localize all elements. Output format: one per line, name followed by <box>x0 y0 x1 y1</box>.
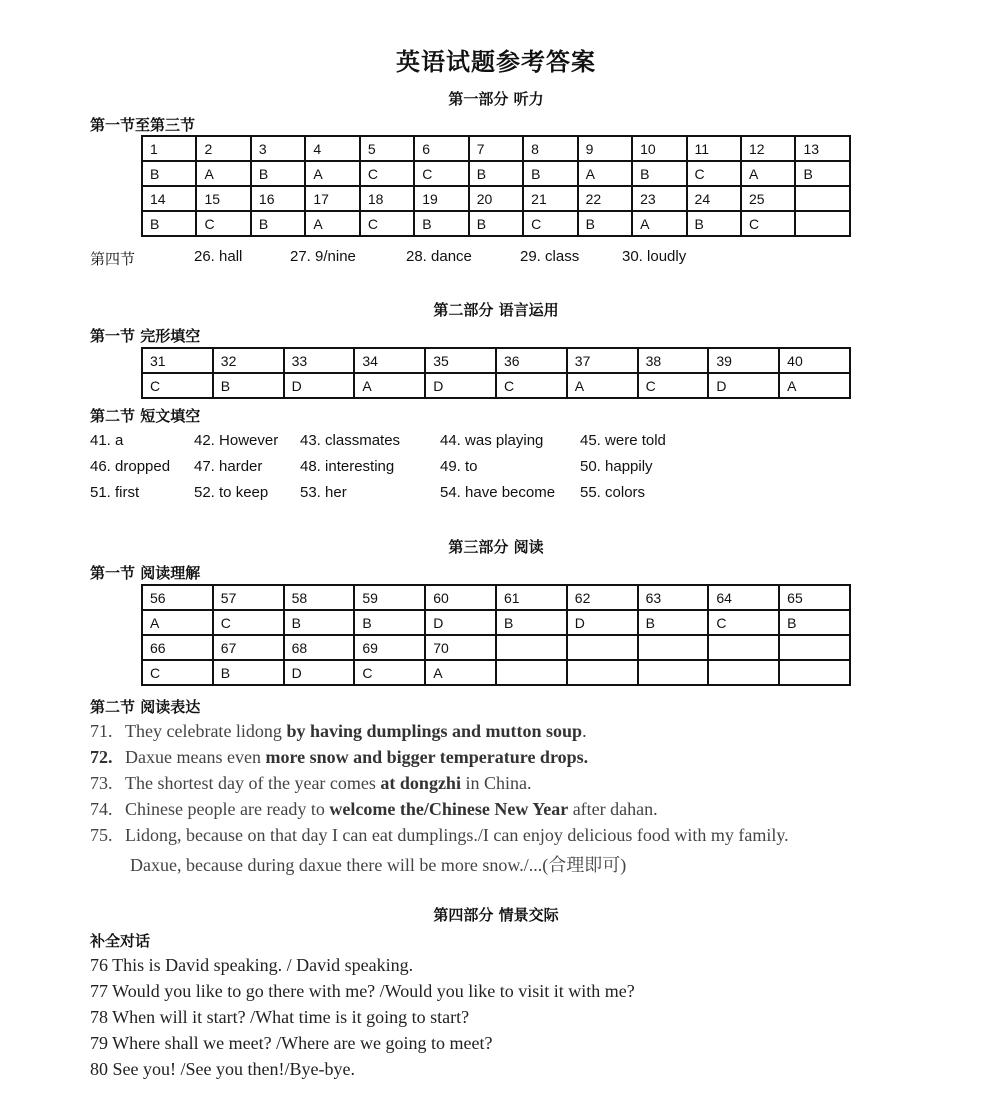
answer-46: 46. dropped <box>90 458 171 475</box>
part3-table-cell: 56 <box>142 585 213 610</box>
part1-table-cell: B <box>251 161 305 186</box>
part2-line-1 <box>0 432 992 454</box>
part3-table-row <box>142 585 850 610</box>
part1-table-cell: 12 <box>741 136 795 161</box>
part2-table-cell: 38 <box>638 348 709 373</box>
reading-answer-72 <box>90 747 588 768</box>
part1-table-row <box>142 186 850 211</box>
part1-table-cell: 22 <box>578 186 632 211</box>
answer-47: 47. harder <box>194 458 263 475</box>
part1-table-cell: B <box>469 161 523 186</box>
answer-text-end: after dahan. <box>568 799 658 819</box>
part1-table-cell <box>795 186 850 211</box>
part1-table-cell: 3 <box>251 136 305 161</box>
part3-table-cell: 58 <box>284 585 355 610</box>
part3-table-cell: A <box>425 660 496 685</box>
part2-table-cell: D <box>284 373 355 398</box>
part1-table-cell: 6 <box>414 136 468 161</box>
part1-table-cell: 21 <box>523 186 577 211</box>
part3-table-cell: C <box>142 660 213 685</box>
part3-table-cell <box>638 660 709 685</box>
part1-table-cell: A <box>196 161 250 186</box>
part3-table-cell <box>567 660 638 685</box>
part3-table-cell: 63 <box>638 585 709 610</box>
part3-table-cell: D <box>567 610 638 635</box>
part1-table-cell: C <box>196 211 250 236</box>
part1-table-cell: 24 <box>687 186 741 211</box>
part3-table-cell: B <box>779 610 850 635</box>
part2-section2-label: 第二节 短文填空 <box>90 407 201 425</box>
part3-table-cell: 69 <box>354 635 425 660</box>
part2-table-cell: C <box>638 373 709 398</box>
part3-table-cell: 67 <box>213 635 284 660</box>
part3-answer-table <box>141 584 851 686</box>
part2-table-cell: A <box>567 373 638 398</box>
part3-table-cell <box>708 660 779 685</box>
part2-table-cell: C <box>142 373 213 398</box>
part1-table-cell: A <box>305 161 359 186</box>
part1-table-cell: 2 <box>196 136 250 161</box>
part3-table-cell <box>779 635 850 660</box>
part3-table-cell: B <box>496 610 567 635</box>
answer-number: 72. <box>90 747 113 767</box>
part1-table-cell: 8 <box>523 136 577 161</box>
reading-answer-73 <box>90 773 531 794</box>
part3-table-cell <box>496 660 567 685</box>
part1-table-row <box>142 161 850 186</box>
part3-table-cell: D <box>284 660 355 685</box>
part2-heading: 第二部分 语言运用 <box>433 301 559 319</box>
reading-answer-71 <box>90 721 587 742</box>
part3-table-cell: 70 <box>425 635 496 660</box>
answer-29: 29. class <box>520 248 580 265</box>
part3-table-cell <box>638 635 709 660</box>
part3-heading: 第三部分 阅读 <box>448 538 544 556</box>
part1-answer-table <box>141 135 851 237</box>
part1-table-cell: B <box>795 161 850 186</box>
answer-27: 27. 9/nine <box>290 248 356 265</box>
part1-table-cell: B <box>251 211 305 236</box>
part3-table-cell: D <box>425 610 496 635</box>
part3-table-cell: 62 <box>567 585 638 610</box>
part1-table-cell: 19 <box>414 186 468 211</box>
answer-50: 50. happily <box>580 458 653 475</box>
page-title: 英语试题参考答案 <box>396 47 596 76</box>
answer-text: The shortest day of the year comes <box>125 773 381 793</box>
answer-52: 52. to keep <box>194 484 269 501</box>
answer-text-end: in China. <box>460 773 532 793</box>
answer-key-phrase: more snow and bigger temperature drops. <box>265 747 589 767</box>
part1-table-cell: 20 <box>469 186 523 211</box>
part2-table-cell: D <box>708 373 779 398</box>
part3-table-cell: 64 <box>708 585 779 610</box>
part2-table-cell: 34 <box>354 348 425 373</box>
part2-table-cell: 33 <box>284 348 355 373</box>
dialogue-line-78: 78 When will it start? /What time is it going to start? <box>90 1007 470 1027</box>
part1-table-cell: A <box>741 161 795 186</box>
part2-answer-table <box>141 347 851 399</box>
part3-table-row <box>142 635 850 660</box>
part1-section4-row <box>0 248 992 270</box>
part2-table-cell: 36 <box>496 348 567 373</box>
part1-table-cell: 7 <box>469 136 523 161</box>
part2-table-cell: 31 <box>142 348 213 373</box>
part3-table-cell: C <box>354 660 425 685</box>
answer-55: 55. colors <box>580 484 646 501</box>
part1-table-cell: 13 <box>795 136 850 161</box>
answer-44: 44. was playing <box>440 432 544 449</box>
part1-table-cell: B <box>632 161 686 186</box>
part3-table-cell <box>567 635 638 660</box>
reading-answer-74 <box>90 799 658 820</box>
part3-table-cell: B <box>213 660 284 685</box>
part1-table-cell: A <box>578 161 632 186</box>
part1-table-cell: C <box>687 161 741 186</box>
dialogue-line-77: 77 Would you like to go there with me? /Would you like to visit it with me? <box>90 981 635 1001</box>
part1-table-cell: 16 <box>251 186 305 211</box>
part2-table-cell: C <box>496 373 567 398</box>
answer-75-line2: Daxue, because during daxue there will be more snow./...(合理即可) <box>130 855 627 875</box>
answer-42: 42. However <box>194 432 279 449</box>
part3-table-cell: B <box>354 610 425 635</box>
dialogue-line-76: 76 This is David speaking. / David speaking. <box>90 955 414 975</box>
part1-table-cell: C <box>360 161 414 186</box>
part2-table-cell: 40 <box>779 348 850 373</box>
part1-table-cell: C <box>523 211 577 236</box>
part1-table-cell: B <box>142 161 196 186</box>
part3-table-cell: C <box>708 610 779 635</box>
part1-table-cell: C <box>360 211 414 236</box>
part1-table-cell: 10 <box>632 136 686 161</box>
dialogue-line-80: 80 See you! /See you then!/Bye-bye. <box>90 1059 355 1079</box>
answer-26: 26. hall <box>194 248 243 265</box>
part2-table-cell: 35 <box>425 348 496 373</box>
part1-table-cell: 15 <box>196 186 250 211</box>
part1-table-row <box>142 211 850 236</box>
part2-table-cell: 37 <box>567 348 638 373</box>
answer-number: 71. <box>90 721 113 741</box>
dialogue-line-79: 79 Where shall we meet? /Where are we going to meet? <box>90 1033 493 1053</box>
part2-table-cell: A <box>354 373 425 398</box>
answer-key-phrase: welcome the/Chinese New Year <box>329 799 569 819</box>
part4-section-label: 补全对话 <box>90 932 151 950</box>
part1-table-cell: 1 <box>142 136 196 161</box>
part2-table-cell: D <box>425 373 496 398</box>
part1-table-cell: 14 <box>142 186 196 211</box>
answer-41: 41. a <box>90 432 124 449</box>
part1-table-cell: B <box>469 211 523 236</box>
reading-answer-75 <box>90 825 789 846</box>
answer-key-phrase: by having dumplings and mutton soup <box>286 721 583 741</box>
part1-table-cell: C <box>414 161 468 186</box>
part1-table-cell: C <box>741 211 795 236</box>
part3-table-cell <box>496 635 567 660</box>
answer-51: 51. first <box>90 484 140 501</box>
part2-table-cell: B <box>213 373 284 398</box>
part1-table-cell: 4 <box>305 136 359 161</box>
part1-table-cell: B <box>523 161 577 186</box>
part1-table-cell: 25 <box>741 186 795 211</box>
part3-table-cell: 65 <box>779 585 850 610</box>
part2-table-cell: A <box>779 373 850 398</box>
answer-number: 74. <box>90 799 113 819</box>
part1-table-cell: B <box>414 211 468 236</box>
part4-heading: 第四部分 情景交际 <box>433 906 559 924</box>
part3-table-cell: 57 <box>213 585 284 610</box>
answer-number: 73. <box>90 773 113 793</box>
part2-line-2 <box>0 458 992 480</box>
answer-text: Chinese people are ready to <box>125 799 330 819</box>
part1-table-cell <box>795 211 850 236</box>
part3-table-row <box>142 610 850 635</box>
part2-table-cell: 32 <box>213 348 284 373</box>
part3-section1-label: 第一节 阅读理解 <box>90 564 201 582</box>
part1-table-cell: 5 <box>360 136 414 161</box>
part1-table-cell: B <box>687 211 741 236</box>
part1-table-cell: 11 <box>687 136 741 161</box>
part1-table-cell: B <box>142 211 196 236</box>
part3-table-cell: 60 <box>425 585 496 610</box>
answer-number: 75. <box>90 825 113 845</box>
part1-heading: 第一部分 听力 <box>448 90 544 108</box>
answer-text: Lidong, because on that day I can eat dumplings./I can enjoy delicious food with my family. <box>125 825 789 845</box>
part3-table-cell: 61 <box>496 585 567 610</box>
part2-line-3 <box>0 484 992 506</box>
part1-section4-label: 第四节 <box>90 250 136 268</box>
answer-54: 54. have become <box>440 484 556 501</box>
answer-48: 48. interesting <box>300 458 395 475</box>
answer-text-end: . <box>582 721 587 741</box>
part1-table-cell: 18 <box>360 186 414 211</box>
part1-section1-label: 第一节至第三节 <box>90 116 196 134</box>
part3-table-cell: A <box>142 610 213 635</box>
part1-table-cell: 23 <box>632 186 686 211</box>
part2-table-row <box>142 348 850 373</box>
part3-table-cell <box>708 635 779 660</box>
answer-key-phrase: at dongzhi <box>380 773 461 793</box>
answer-text: They celebrate lidong <box>125 721 287 741</box>
part2-table-row <box>142 373 850 398</box>
answer-49: 49. to <box>440 458 478 475</box>
part3-table-cell: B <box>638 610 709 635</box>
answer-43: 43. classmates <box>300 432 401 449</box>
part3-table-row <box>142 660 850 685</box>
part1-table-cell: A <box>305 211 359 236</box>
part1-table-row <box>142 136 850 161</box>
part2-section1-label: 第一节 完形填空 <box>90 327 201 345</box>
part3-table-cell: 66 <box>142 635 213 660</box>
part1-table-cell: 17 <box>305 186 359 211</box>
part3-table-cell: C <box>213 610 284 635</box>
answer-28: 28. dance <box>406 248 472 265</box>
answer-45: 45. were told <box>580 432 666 449</box>
answer-text: Daxue means even <box>125 747 266 767</box>
answer-30: 30. loudly <box>622 248 687 265</box>
part3-section2-label: 第二节 阅读表达 <box>90 698 201 716</box>
part3-table-cell: 68 <box>284 635 355 660</box>
part3-table-cell: B <box>284 610 355 635</box>
answer-53: 53. her <box>300 484 347 501</box>
part1-table-cell: B <box>578 211 632 236</box>
part2-table-cell: 39 <box>708 348 779 373</box>
part3-table-cell: 59 <box>354 585 425 610</box>
part1-table-cell: A <box>632 211 686 236</box>
part3-table-cell <box>779 660 850 685</box>
part1-table-cell: 9 <box>578 136 632 161</box>
